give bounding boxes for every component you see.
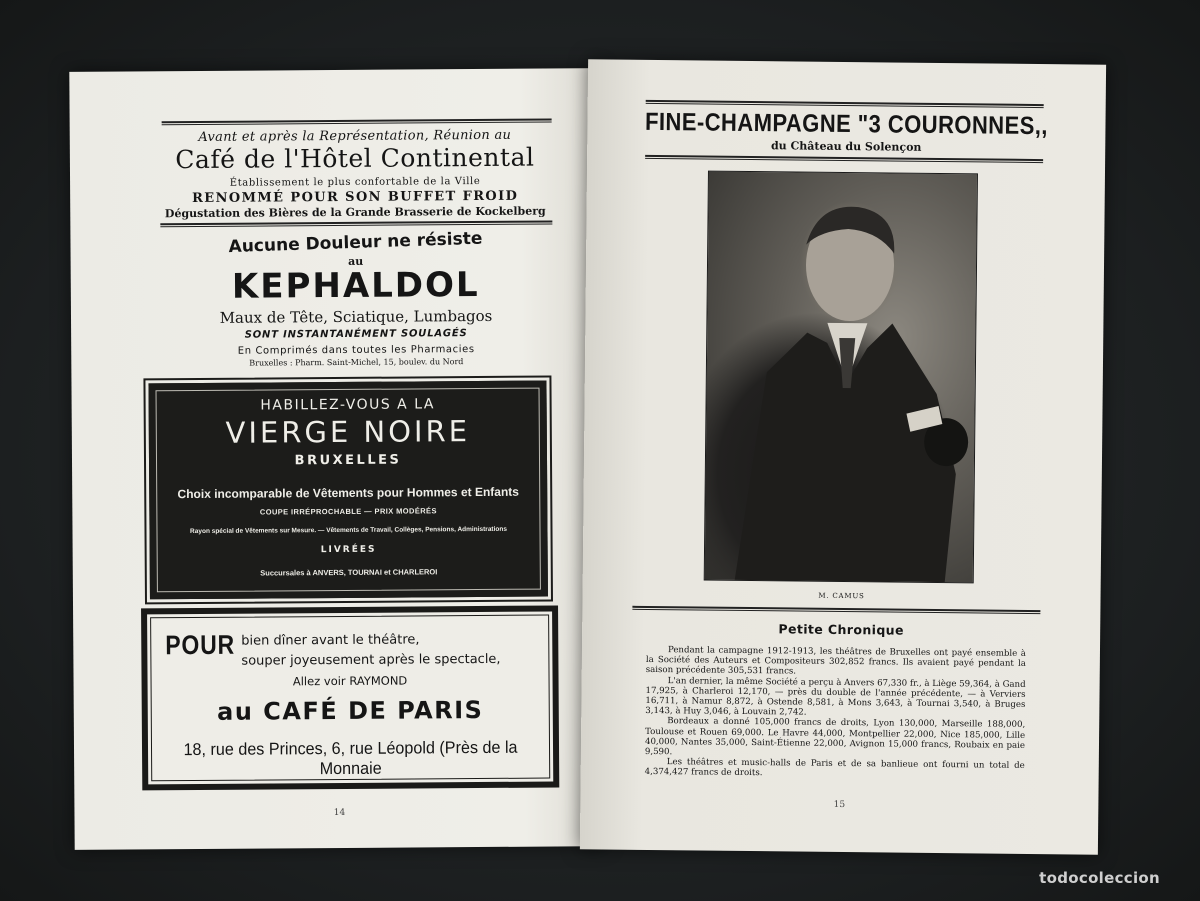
vierge-branches: Succursales à ANVERS, TOURNAI et CHARLEROI — [260, 567, 438, 578]
hotel-buffet: RENOMMÉ POUR SON BUFFET FROID — [192, 188, 519, 207]
kephaldol-ailments: Maux de Tête, Sciatique, Lumbagos — [219, 306, 493, 327]
header-top-rule — [646, 100, 1044, 108]
portrait-figure — [705, 172, 977, 583]
cafe-paris-ad — [141, 605, 559, 790]
right-page — [580, 59, 1106, 854]
vierge-title: VIERGE NOIRE — [225, 414, 471, 450]
chronique-body — [645, 645, 1026, 782]
kephaldol-address: Bruxelles : Pharm. Saint-Michel, 15, boulev. du Nord — [249, 357, 464, 368]
site-watermark: todocoleccion — [1039, 869, 1160, 887]
chronique-title: Petite Chronique — [778, 621, 904, 638]
top-rule — [162, 118, 552, 125]
hotel-beer: Dégustation des Bières de la Grande Brasserie de Kockelberg — [164, 204, 546, 221]
hotel-tagline: Établissement le plus confortable de la Ville — [229, 175, 481, 189]
chronique-paragraph-3: Bordeaux a donné 105,000 francs de droits, Lyon 130,000, Marseille 188,000, Toulouse et Rouen 69,000. Le Havre 44,000, Montpellier 22,000, Nice 185,000, Lille 40,000, Nantes 35,000, Saint-Étienne 22,000, Avignon 15,000 francs, Roubaix en paie 9,590. — [644, 716, 1026, 758]
chronique-paragraph-1: Pendant la campagne 1912-1913, les théâtres de Bruxelles ont payé ensemble à la Société des Auteurs et Compositeurs 302,852 francs. Ils avaient payé pendant la saison précédente 305,531 francs. — [645, 645, 1027, 677]
hotel-intro: Avant et après la Représentation, Réunion au — [198, 127, 512, 145]
paris-line3: Allez voir RAYMOND — [292, 673, 408, 689]
vierge-choice: Choix incomparable de Vêtements pour Hommes et Enfants — [177, 484, 519, 502]
hotel-ad — [69, 68, 599, 221]
header-bottom-rule — [645, 155, 1043, 163]
vierge-noire-ad — [148, 381, 547, 600]
hotel-title: Café de l'Hôtel Continental — [175, 142, 535, 175]
portrait-photo — [704, 171, 978, 584]
kephaldol-relief: SONT INSTANTANÉMENT SOULAGÉS — [244, 328, 468, 341]
page-number-left: 14 — [333, 807, 346, 819]
vierge-special: Rayon spécial de Vêtements sur Mesure. — Vêtements de Travail, Collèges, Pensions, Administrations — [190, 525, 507, 536]
champagne-title: FINE-CHAMPAGNE "3 COURONNES,, — [644, 107, 1049, 141]
kephaldol-tablets: En Comprimés dans toutes les Pharmacies — [237, 344, 475, 357]
champagne-subtitle: du Château du Solençon — [770, 139, 922, 154]
kephaldol-brand: KEPHALDOL — [231, 265, 480, 307]
paris-line2: souper joyeusement après le spectacle, — [241, 651, 501, 669]
vierge-livrees: LIVRÉES — [320, 544, 377, 556]
paris-cafe-name: au CAFÉ DE PARIS — [217, 695, 484, 726]
paris-line1: bien dîner avant le théâtre, — [241, 632, 420, 649]
chronique-rule — [632, 606, 1040, 614]
hotel-bottom-rule — [160, 220, 552, 227]
paris-address: 18, rue des Princes, 6, rue Léopold (Près de la Monnaie — [183, 737, 518, 779]
vierge-line1: HABILLEZ-VOUS A LA — [260, 396, 435, 414]
left-page — [69, 68, 604, 850]
paris-pour: POUR — [165, 629, 236, 661]
chronique-paragraph-2: L'an dernier, la même Société a perçu à Anvers 67,330 fr., à Liège 59,364, à Gand 17,925, à Charleroi 12,170, — près du double de l'année précédente, — à Verviers 16,711, à Namur 8,872, à Ostende 8,581, à Mons 3,643, à Tournai 3,540, à Bruges 3,143, à Huy 3,046, à Louvain 2,742. — [645, 675, 1026, 718]
kephaldol-headline: Aucune Douleur ne résiste — [228, 228, 483, 258]
page-number-right: 15 — [833, 799, 846, 811]
vierge-city: BRUXELLES — [294, 452, 402, 469]
vierge-cut: COUPE IRRÉPROCHABLE — PRIX MODÉRÉS — [259, 506, 437, 517]
photo-caption: M. CAMUS — [818, 591, 865, 601]
kephaldol-au: au — [348, 254, 364, 268]
chronique-paragraph-4: Les théâtres et music-halls de Paris et de sa banlieue ont fourni un total de 4,374,427 francs de droits. — [644, 757, 1025, 779]
